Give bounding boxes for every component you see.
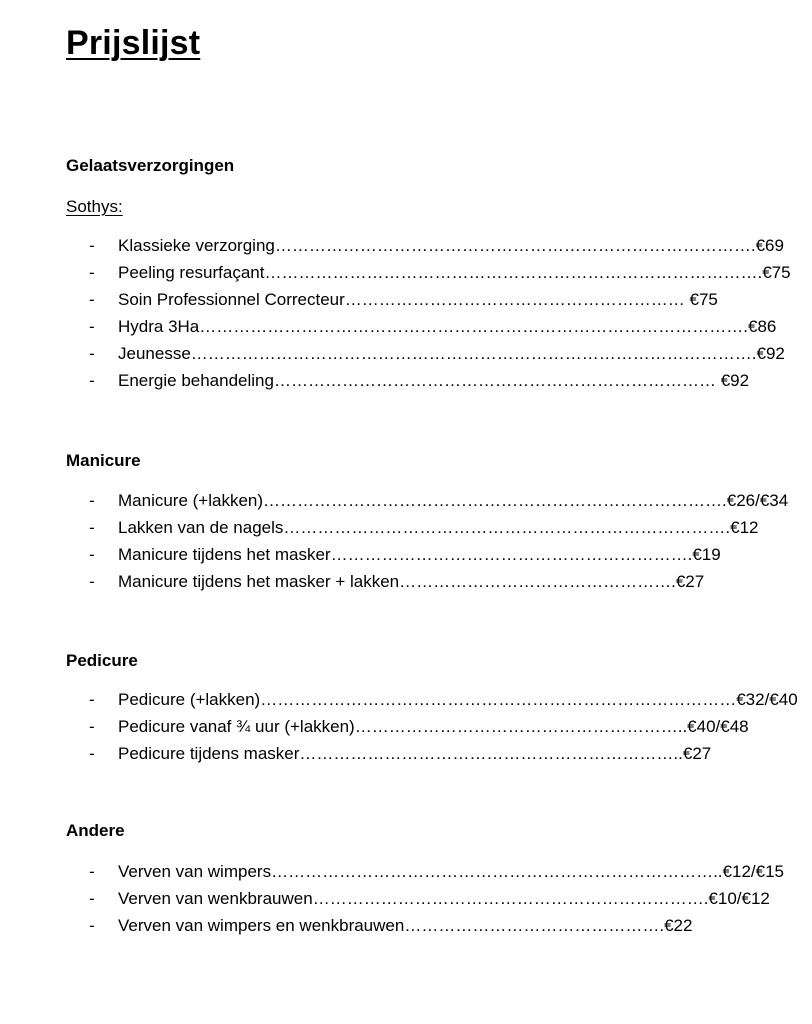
price-list-andere — [0, 858, 812, 939]
dot-leader: …………………………………………………………………….. — [271, 862, 723, 881]
item-label: Pedicure (+lakken) — [118, 690, 261, 709]
price-row — [0, 885, 812, 912]
item-price: €32/€40 — [736, 690, 798, 709]
item-label: Hydra 3Ha — [118, 317, 200, 336]
price-row — [0, 858, 812, 885]
list-dash: - — [89, 717, 95, 736]
item-price: €27 — [675, 572, 705, 591]
list-dash: - — [89, 371, 95, 390]
item-label: Manicure tijdens het masker + lakken — [118, 572, 400, 591]
list-dash: - — [89, 545, 95, 564]
price-entry — [118, 713, 749, 740]
subheading-sothys: Sothys: — [66, 197, 123, 216]
price-row — [0, 367, 812, 394]
dot-leader: ………………………………………………………………………. — [263, 491, 727, 510]
list-dash: - — [89, 236, 95, 255]
dot-leader: ……………………………………………………………………………………. — [199, 317, 748, 336]
price-row — [0, 568, 812, 595]
item-price: €75 — [689, 290, 718, 309]
price-entry — [118, 568, 704, 595]
section-heading-gelaatsverzorgingen: Gelaatsverzorgingen — [66, 156, 235, 175]
item-label: Soin Professionnel Correcteur — [118, 290, 345, 309]
item-price: €19 — [692, 545, 721, 564]
price-entry — [118, 313, 776, 340]
item-price: €40/€48 — [687, 717, 749, 736]
item-price: €27 — [682, 744, 712, 763]
item-price: €22 — [664, 916, 693, 935]
section-heading-manicure: Manicure — [66, 451, 141, 470]
dot-leader: ………………………………………………………….. — [299, 744, 683, 763]
list-dash: - — [89, 344, 95, 363]
item-price: €92 — [720, 371, 750, 390]
price-row — [0, 259, 812, 286]
item-price: €26/€34 — [726, 491, 789, 510]
price-row — [0, 912, 812, 939]
list-dash: - — [89, 518, 95, 537]
price-entry — [118, 740, 711, 767]
page-title: Prijslijst — [66, 24, 201, 62]
item-price: €75 — [762, 263, 791, 282]
list-dash: - — [89, 690, 95, 709]
dot-leader: ……………………………………………………………. — [312, 889, 709, 908]
item-price: €86 — [748, 317, 777, 336]
price-entry — [118, 514, 759, 541]
item-label: Peeling resurfaçant — [118, 263, 265, 282]
price-entry — [118, 259, 791, 286]
price-row — [0, 313, 812, 340]
price-entry — [118, 340, 785, 367]
list-dash: - — [89, 572, 95, 591]
item-label: Manicure (+lakken) — [118, 491, 264, 510]
price-list-gelaatsverzorgingen — [0, 232, 812, 394]
section-heading-pedicure: Pedicure — [66, 651, 138, 670]
price-row — [0, 541, 812, 568]
dot-leader: ………………………………………. — [404, 916, 665, 935]
price-entry — [118, 286, 718, 313]
price-row — [0, 514, 812, 541]
list-dash: - — [89, 916, 95, 935]
list-dash: - — [89, 744, 95, 763]
dot-leader: ………………………………………………….. — [354, 717, 688, 736]
price-row — [0, 487, 812, 514]
dot-leader: …………………………………………. — [399, 572, 676, 591]
dot-leader: ………………………………………………………………………… — [260, 690, 737, 709]
item-label: Manicure tijdens het masker — [118, 545, 331, 564]
price-row — [0, 713, 812, 740]
item-label: Pedicure vanaf ¾ uur (+lakken) — [118, 717, 355, 736]
price-row — [0, 286, 812, 313]
price-entry — [118, 686, 798, 713]
price-entry — [118, 541, 721, 568]
item-label: Energie behandeling — [118, 371, 274, 390]
list-dash: - — [89, 317, 95, 336]
item-price: €12/€15 — [722, 862, 784, 881]
dot-leader: ………………………………………………………………………………………. — [190, 344, 757, 363]
item-price: €12 — [730, 518, 759, 537]
price-row — [0, 686, 812, 713]
dot-leader: …………………………………………………………………… — [273, 371, 721, 390]
dot-leader: ……………………………………………………………………. — [283, 518, 731, 537]
dot-leader: ………………………………………………………. — [330, 545, 693, 564]
item-label: Pedicure tijdens masker — [118, 744, 300, 763]
item-price: €69 — [755, 236, 784, 255]
price-row — [0, 232, 812, 259]
price-entry — [118, 367, 749, 394]
item-price: €92 — [756, 344, 785, 363]
section-heading-andere: Andere — [66, 821, 125, 840]
list-dash: - — [89, 491, 95, 510]
item-label: Verven van wimpers en wenkbrauwen — [118, 916, 405, 935]
dot-leader: …………………………………………………………………………. — [274, 236, 756, 255]
dot-leader: ……………………………………………………………………………. — [264, 263, 763, 282]
price-list-manicure — [0, 487, 812, 595]
item-label: Verven van wenkbrauwen — [118, 889, 313, 908]
item-label: Klassieke verzorging — [118, 236, 275, 255]
price-entry — [118, 885, 770, 912]
price-row — [0, 740, 812, 767]
price-entry — [118, 858, 784, 885]
list-dash: - — [89, 263, 95, 282]
price-entry — [118, 232, 784, 259]
price-entry — [118, 487, 788, 514]
item-price: €10/€12 — [708, 889, 770, 908]
price-row — [0, 340, 812, 367]
list-dash: - — [89, 290, 95, 309]
dot-leader: …………………………………………………… — [344, 290, 690, 309]
list-dash: - — [89, 889, 95, 908]
item-label: Lakken van de nagels — [118, 518, 284, 537]
price-list-pedicure — [0, 686, 812, 767]
item-label: Jeunesse — [118, 344, 191, 363]
item-label: Verven van wimpers — [118, 862, 272, 881]
list-dash: - — [89, 862, 95, 881]
price-entry — [118, 912, 692, 939]
